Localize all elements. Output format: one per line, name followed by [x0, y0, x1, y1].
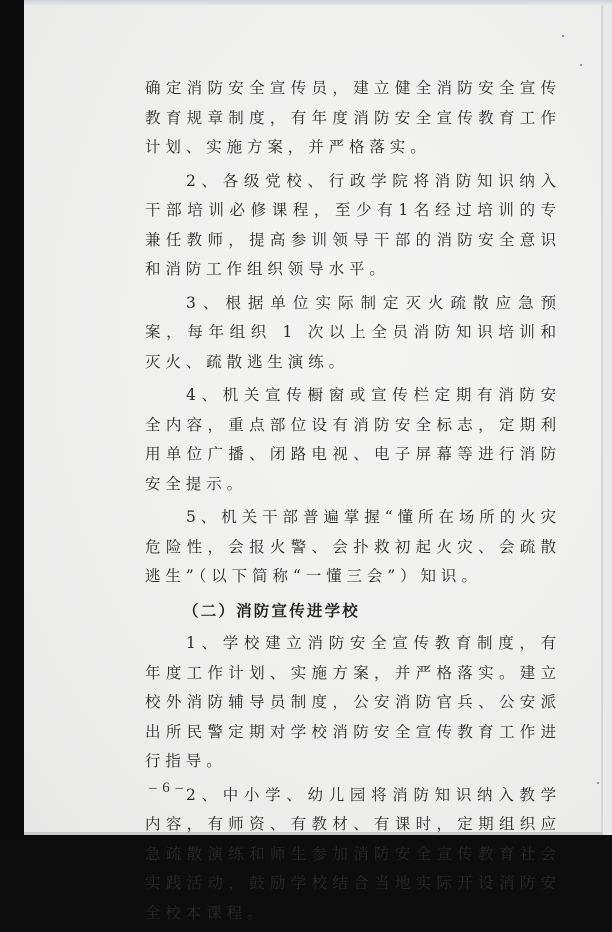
scan-right-edge — [602, 5, 612, 835]
section-heading-schools: （二）消防宣传进学校 — [183, 600, 361, 620]
paragraph-school-item-1: 1、学校建立消防安全宣传教育制度，有年度工作计划、实施方案，并严格落实。建立校外消防辅导员制度，公安消防官兵、公安派出所民警定期对学校消防安全宣传教育工作进行指导。 — [145, 634, 561, 770]
scan-speck — [562, 35, 564, 37]
scan-speck — [580, 64, 582, 66]
paragraph-item-2-party-schools: 2、各级党校、行政学院将消防知识纳入干部培训必修课程，至少有1名经过培训的专兼任教师，提高参训领导干部的消防安全意识和消防工作组织领导水平。 — [145, 171, 561, 278]
scan-left-border — [0, 0, 24, 840]
paragraph-continuation: 确定消防安全宣传员，建立健全消防安全宣传教育规章制度，有年度消防安全宣传教育工作计划、实施方案，并严格落实。 — [145, 79, 561, 156]
paragraph-item-4-bulletin-boards: 4、机关宣传橱窗或宣传栏定期有消防安全内容，重点部位设有消防安全标志，定期利用单位广播、闭路电视、电子屏幕等进行消防安全提示。 — [145, 386, 561, 493]
scan-speck — [597, 782, 599, 784]
paragraph-school-item-2: 2、中小学、幼儿园将消防知识纳入教学内容，有师资、有教材、有课时，定期组织应急疏散演练和师生参加消防安全宣传教育社会实践活动，鼓励学校结合当地实际开设消防安全校本课程。 — [145, 785, 561, 922]
paragraph-item-5-one-understanding-three-abilities: 5、机关干部普遍掌握“懂所在场所的火灾危险性，会报火警、会扑救初起火灾、会疏散逃生”（以下简称“一懂三会”）知识。 — [145, 508, 561, 585]
page-number: – 6 – — [149, 780, 184, 796]
paragraph-item-3-evacuation-plan: 3、根据单位实际制定灭火疏散应急预案，每年组织 1 次以上全员消防知识培训和灭火、疏散逃生演练。 — [145, 293, 561, 371]
document-body — [145, 74, 561, 932]
